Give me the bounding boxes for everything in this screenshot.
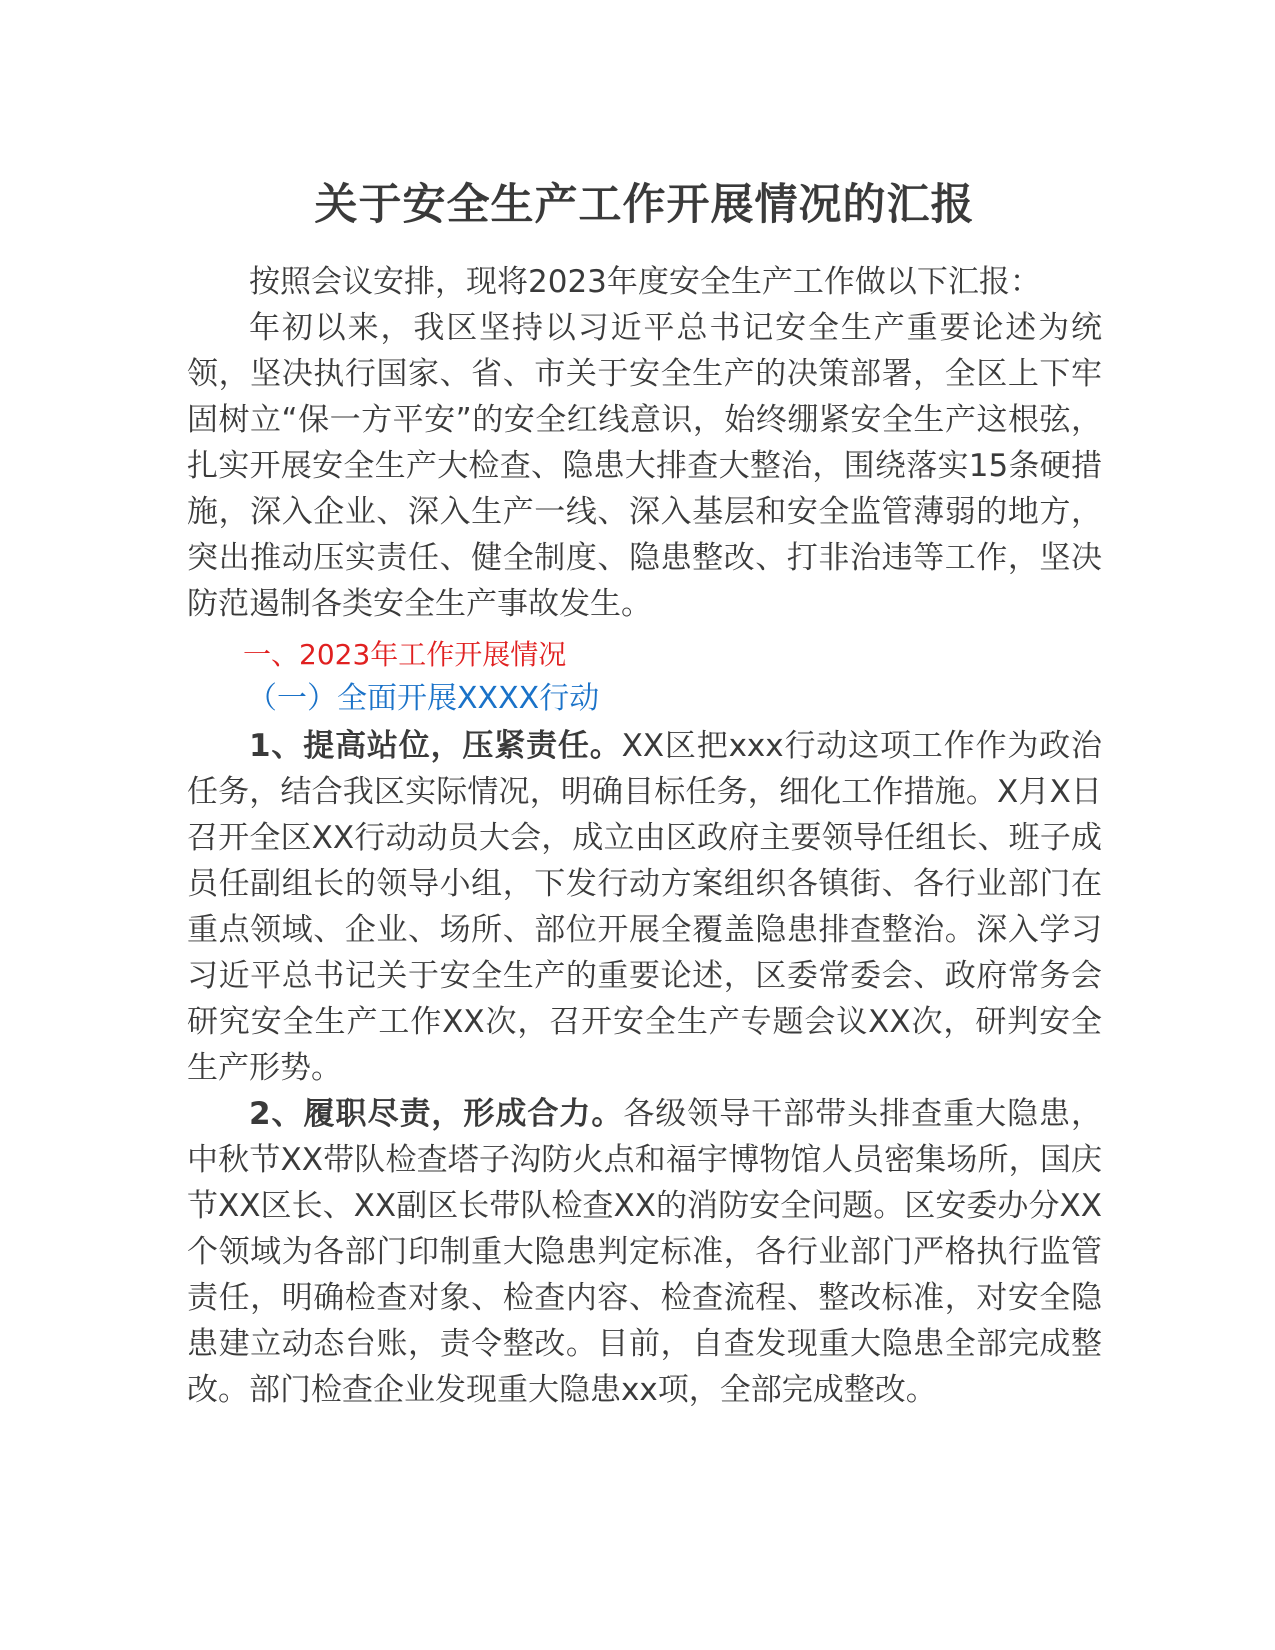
item-2-paragraph — [187, 1091, 1102, 1413]
document-body — [187, 175, 1102, 1413]
item-2-text: 各级领导干部带头排查重大隐患，中秋节XX带队检查塔子沟防火点和福宇博物馆人员密集场所，国庆节XX区长、XX副区长带队检查XX的消防安全问题。区安委办分XX个领域为各部门印制重大隐患判定标准，各行业部门严格执行监管责任，明确检查对象、检查内容、检查流程、整改标准，对安全隐患建立动态台账，责令整改。目前，自查发现重大隐患全部完成整改。部门检查企业发现重大隐患xx项，全部完成整改。 — [187, 1096, 1102, 1408]
document-title: 关于安全生产工作开展情况的汇报 — [314, 180, 975, 230]
overview-paragraph: 年初以来，我区坚持以习近平总书记安全生产重要论述为统领，坚决执行国家、省、市关于安全生产的决策部署，全区上下牢固树立“保一方平安”的安全红线意识，始终绷紧安全生产这根弦，扎实开展安全生产大检查、隐患大排查大整治，围绕落实15条硬措施，深入企业、深入生产一线、深入基层和安全监管薄弱的地方，突出推动压实责任、健全制度、隐患整改、打非治违等工作，坚决防范遏制各类安全生产事故发生。 — [187, 310, 1102, 622]
item-1-lead: 1、提高站位，压紧责任。 — [249, 728, 622, 764]
section-heading: 一、2023年工作开展情况 — [243, 638, 567, 671]
item-1-paragraph — [187, 723, 1102, 1091]
item-1-text: XX区把xxx行动这项工作作为政治任务，结合我区实际情况，明确目标任务，细化工作措施。X月X日召开全区XX行动动员大会，成立由区政府主要领导任组长、班子成员任副组长的领导小组，下发行动方案组织各镇街、各行业部门在重点领域、企业、场所、部位开展全覆盖隐患排查整治。深入学习习近平总书记关于安全生产的重要论述，区委常委会、政府常务会研究安全生产工作XX次，召开安全生产专题会议XX次，研判安全生产形势。 — [187, 728, 1102, 1086]
intro-paragraph: 按照会议安排，现将2023年度安全生产工作做以下汇报： — [249, 264, 1041, 300]
item-2-lead: 2、履职尽责，形成合力。 — [249, 1096, 624, 1132]
subsection-heading: （一）全面开展XXXX行动 — [247, 681, 600, 716]
